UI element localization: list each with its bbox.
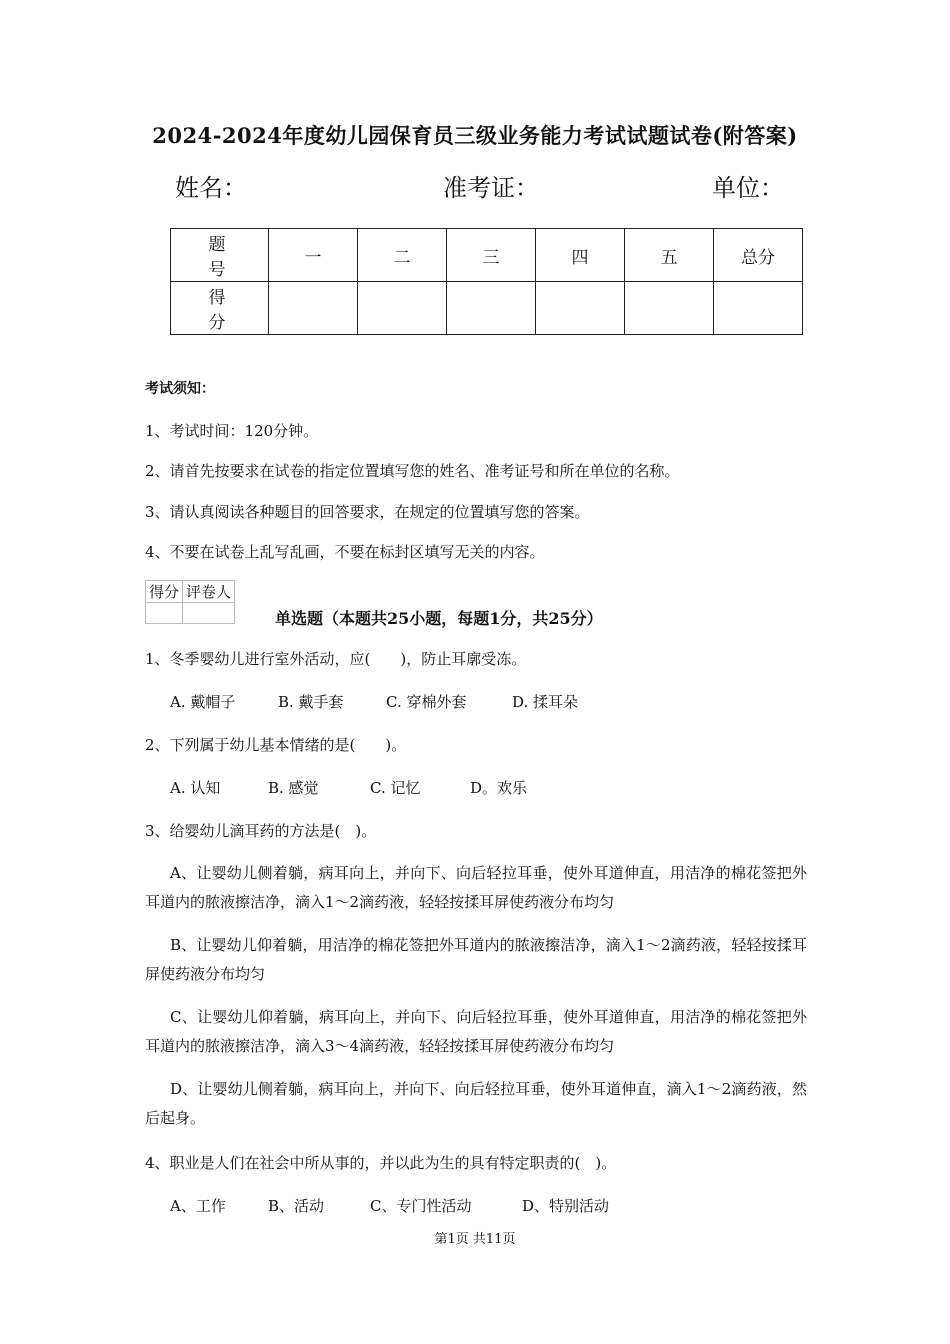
section-title: 单选题（本题共25小题，每题1分，共25分）	[275, 609, 603, 628]
name-field-label: 姓名：	[175, 174, 247, 202]
grader-box-grader-label: 评卷人	[183, 581, 235, 603]
page-title: 2024-2024年度幼儿园保育员三级业务能力考试试题试卷(附答案)	[152, 123, 798, 148]
page-footer: 第1页 共11页	[434, 1232, 516, 1247]
answer-option[interactable]: B. 感觉	[268, 779, 319, 797]
answer-option[interactable]: A、工作	[170, 1197, 226, 1215]
answer-option[interactable]: D、特别活动	[522, 1197, 610, 1215]
notice-item: 2、请首先按要求在试卷的指定位置填写您的姓名、准考证号和所在单位的名称。	[145, 462, 680, 480]
notice-heading: 考试须知：	[145, 381, 215, 397]
answer-option[interactable]: C. 穿棉外套	[386, 693, 467, 711]
exam-number-field-label: 准考证：	[443, 174, 539, 202]
question-stem: 4、职业是人们在社会中所从事的，并以此为生的具有特定职责的( )。	[145, 1154, 617, 1172]
score-table-header: 题 号	[171, 229, 269, 282]
question-stem: 2、下列属于幼儿基本情绪的是( )。	[145, 736, 407, 754]
score-cell[interactable]	[358, 282, 447, 335]
unit-field-label: 单位：	[712, 174, 784, 202]
notice-item: 1、考试时间：120分钟。	[145, 422, 319, 440]
answer-option[interactable]: B、活动	[268, 1197, 325, 1215]
answer-option[interactable]: A、让婴幼儿侧着躺，病耳向上，并向下、向后轻拉耳垂，使外耳道伸直，用洁净的棉花签把外耳道内的脓液擦洁净，滴入1～2滴药液，轻轻按揉耳屏使药液分布均匀	[145, 864, 807, 911]
answer-option[interactable]: D. 揉耳朵	[512, 693, 579, 711]
score-table-header: 三	[447, 229, 536, 282]
score-table-header: 五	[625, 229, 714, 282]
answer-option[interactable]: C、专门性活动	[370, 1197, 472, 1215]
score-table-header: 总分	[714, 229, 803, 282]
question-stem: 3、给婴幼儿滴耳药的方法是( )。	[145, 822, 377, 840]
answer-option[interactable]: A. 认知	[170, 779, 221, 797]
score-cell[interactable]	[536, 282, 625, 335]
question-stem: 1、冬季婴幼儿进行室外活动，应( )，防止耳廓受冻。	[145, 650, 527, 668]
grader-box-score-cell[interactable]	[146, 603, 183, 624]
notice-item: 3、请认真阅读各种题目的回答要求，在规定的位置填写您的答案。	[145, 503, 590, 521]
score-table-header: 四	[536, 229, 625, 282]
score-table	[170, 228, 803, 335]
score-table-header: 一	[269, 229, 358, 282]
score-table-header: 二	[358, 229, 447, 282]
score-row-label: 得 分	[171, 282, 269, 335]
grader-box	[145, 580, 235, 624]
answer-option[interactable]: A. 戴帽子	[170, 693, 236, 711]
answer-option[interactable]: B、让婴幼儿仰着躺，用洁净的棉花签把外耳道内的脓液擦洁净，滴入1～2滴药液，轻轻按揉耳屏使药液分布均匀	[145, 936, 807, 983]
grader-box-score-label: 得分	[146, 581, 183, 603]
notice-item: 4、不要在试卷上乱写乱画，不要在标封区填写无关的内容。	[145, 543, 545, 561]
score-cell[interactable]	[714, 282, 803, 335]
score-cell[interactable]	[269, 282, 358, 335]
grader-box-grader-cell[interactable]	[183, 603, 235, 624]
answer-option[interactable]: B. 戴手套	[278, 693, 344, 711]
score-cell[interactable]	[625, 282, 714, 335]
answer-option[interactable]: C. 记忆	[370, 779, 421, 797]
answer-option[interactable]: D。欢乐	[470, 779, 528, 797]
score-cell[interactable]	[447, 282, 536, 335]
answer-option[interactable]: C、让婴幼儿仰着躺，病耳向上，并向下、向后轻拉耳垂，使外耳道伸直，用洁净的棉花签把外耳道内的脓液擦洁净，滴入3～4滴药液，轻轻按揉耳屏使药液分布均匀	[145, 1008, 807, 1055]
answer-option[interactable]: D、让婴幼儿侧着躺，病耳向上，并向下、向后轻拉耳垂，使外耳道伸直，滴入1～2滴药液，然后起身。	[145, 1080, 807, 1127]
